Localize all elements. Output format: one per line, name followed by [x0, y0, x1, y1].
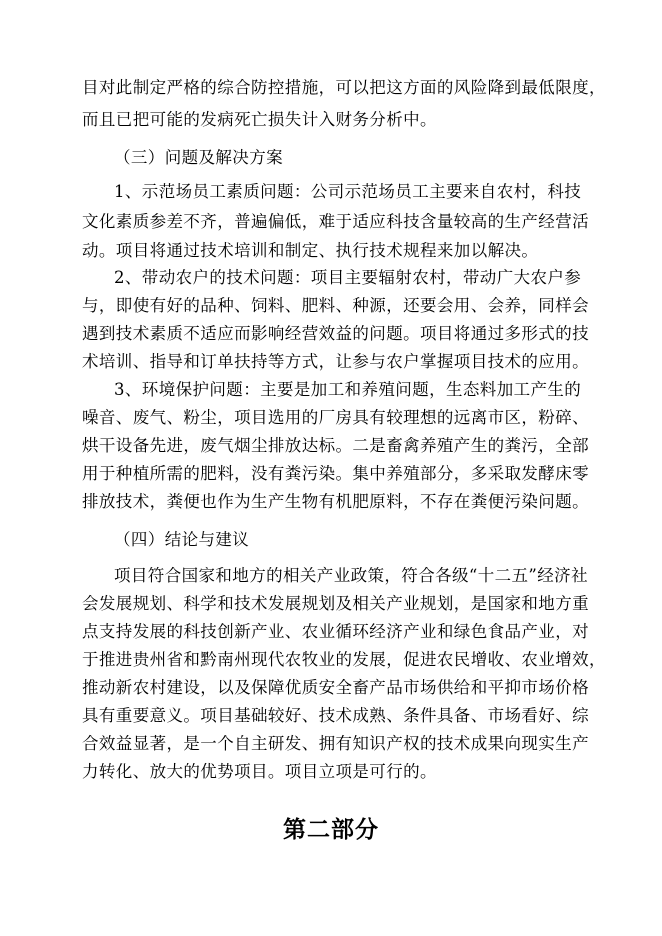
- text-line: 2、带动农户的技术问题：项目主要辐射农村，带动广大农户参: [114, 268, 582, 287]
- section-heading-3: （三）问题及解决方案: [114, 148, 283, 167]
- text-line: 遇到技术素质不适应而影响经营效益的问题。项目将通过多形式的技: [82, 324, 589, 343]
- text-line: 目对此制定严格的综合防控措施，可以把这方面的风险降到最低限度，: [82, 78, 606, 97]
- text-line: 具有重要意义。项目基础较好、技术成熟、条件具备、市场看好、综: [82, 706, 589, 725]
- text-line: 噪音、废气、粉尘，项目选用的厂房具有较理想的远离市区，粉碎、: [82, 408, 589, 427]
- part-title: 第二部分: [283, 817, 379, 843]
- text-line: 会发展规划、科学和技术发展规划及相关产业规划，是国家和地方重: [82, 594, 589, 613]
- text-line: 力转化、放大的优势项目。项目立项是可行的。: [82, 762, 437, 781]
- text-line: 与，即使有好的品种、饲料、肥料、种源，还要会用、会养，同样会: [82, 296, 589, 315]
- text-line: 用于种植所需的肥料，没有粪污染。集中养殖部分，多采取发酵床零: [82, 464, 589, 483]
- text-line: 合效益显著，是一个自主研发、拥有知识产权的技术成果向现实生产: [82, 734, 589, 753]
- text-line: 动。项目将通过技术培训和制定、执行技术规程来加以解决。: [82, 241, 539, 260]
- text-line: 点支持发展的科技创新产业、农业循环经济产业和绿色食品产业，对: [82, 622, 589, 641]
- text-line: 术培训、指导和订单扶持等方式，让参与农户掌握项目技术的应用。: [82, 352, 589, 371]
- text-line: 文化素质参差不齐，普遍偏低，难于适应科技含量较高的生产经营活: [82, 212, 589, 231]
- text-line: 烘干设备先进，废气烟尘排放达标。二是畜禽养殖产生的粪污，全部: [82, 436, 589, 455]
- text-line: 1、示范场员工素质问题：公司示范场员工主要来自农村，科技: [114, 182, 582, 201]
- text-line: 排放技术，粪便也作为生产生物有机肥原料，不存在粪便污染问题。: [82, 492, 589, 511]
- text-line: 而且已把可能的发病死亡损失计入财务分析中。: [82, 110, 437, 129]
- text-line: 3、环境保护问题：主要是加工和养殖问题，生态料加工产生的: [114, 380, 582, 399]
- text-line: 项目符合国家和地方的相关产业政策，符合各级“十二五”经济社: [114, 566, 588, 585]
- section-heading-4: （四）结论与建议: [114, 530, 250, 549]
- text-line: 于推进贵州省和黔南州现代农牧业的发展，促进农民增收、农业增效，: [82, 650, 606, 669]
- text-line: 推动新农村建设，以及保障优质安全畜产品市场供给和平抑市场价格: [82, 678, 589, 697]
